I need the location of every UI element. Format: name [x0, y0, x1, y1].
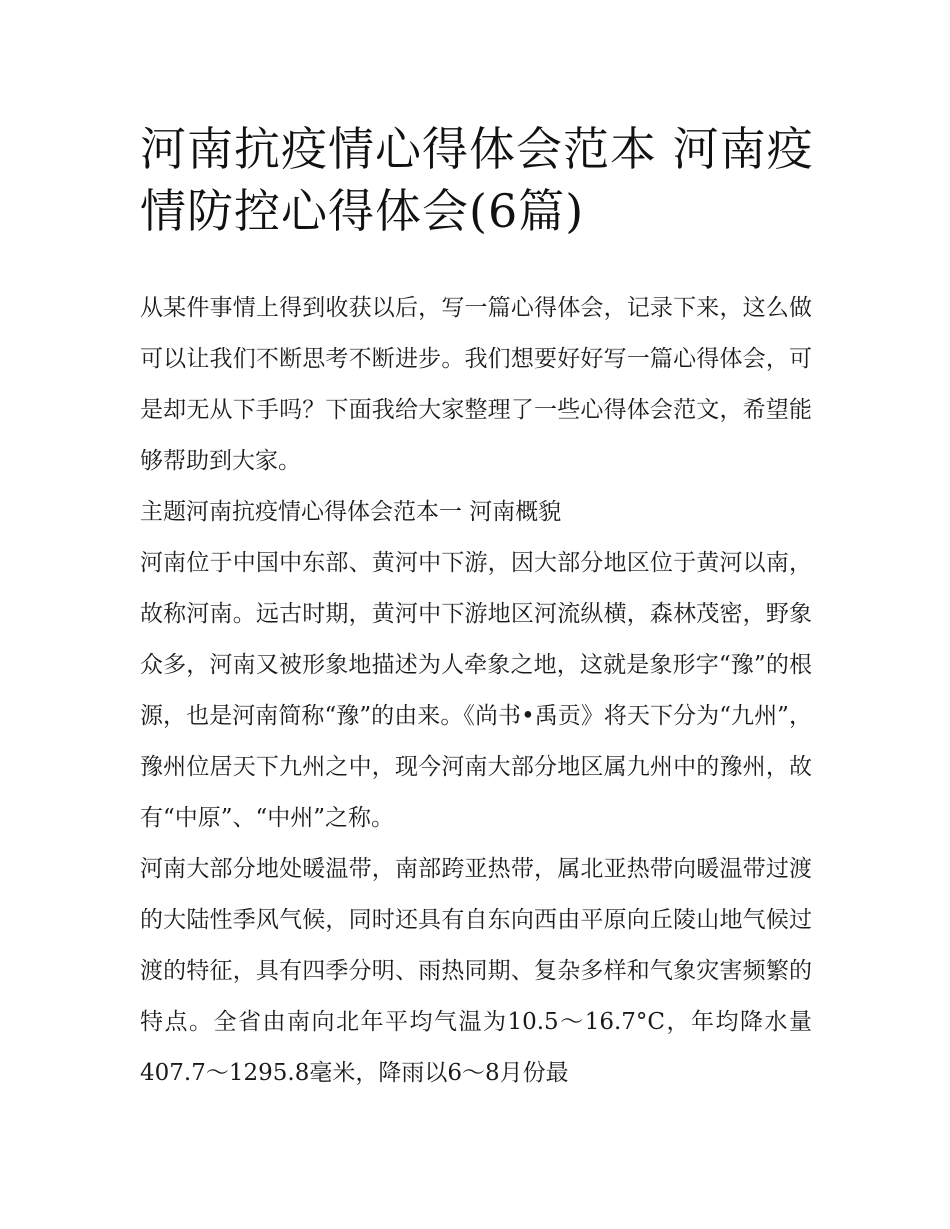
body-paragraph: 河南位于中国中东部、黄河中下游，因大部分地区位于黄河以南，故称河南。远古时期，黄河中下游地区河流纵横，森林茂密，野象众多，河南又被形象地描述为人牵象之地，这就是象形字“豫”的根源，也是河南简称“豫”的由来。《尚书•禹贡》将天下分为“九州”，豫州位居天下九州之中，现今河南大部分地区属九州中的豫州，故有“中原”、“中州”之称。 — [140, 550, 812, 831]
document-title: 河南抗疫情心得体会范本 河南疫情防控心得体会(6篇) — [140, 122, 814, 238]
body-paragraph: 河南大部分地处暖温带，南部跨亚热带，属北亚热带向暖温带过渡的大陆性季风气候，同时还具有自东向西由平原向丘陵山地气候过渡的特征，具有四季分明、雨热同期、复杂多样和气象灾害频繁的特点。全省由南向北年平均气温为10.5～16.7°C，年均降水量407.7～1295.8毫米，降雨以6～8月份最 — [140, 856, 812, 1086]
intro-paragraph: 从某件事情上得到收获以后，写一篇心得体会，记录下来，这么做可以让我们不断思考不断进步。我们想要好好写一篇心得体会，可是却无从下手吗？下面我给大家整理了一些心得体会范文，希望能够帮助到大家。 — [140, 295, 812, 474]
document-body — [140, 283, 812, 1099]
section-heading: 主题河南抗疫情心得体会范本一 河南概貌 — [140, 499, 562, 525]
